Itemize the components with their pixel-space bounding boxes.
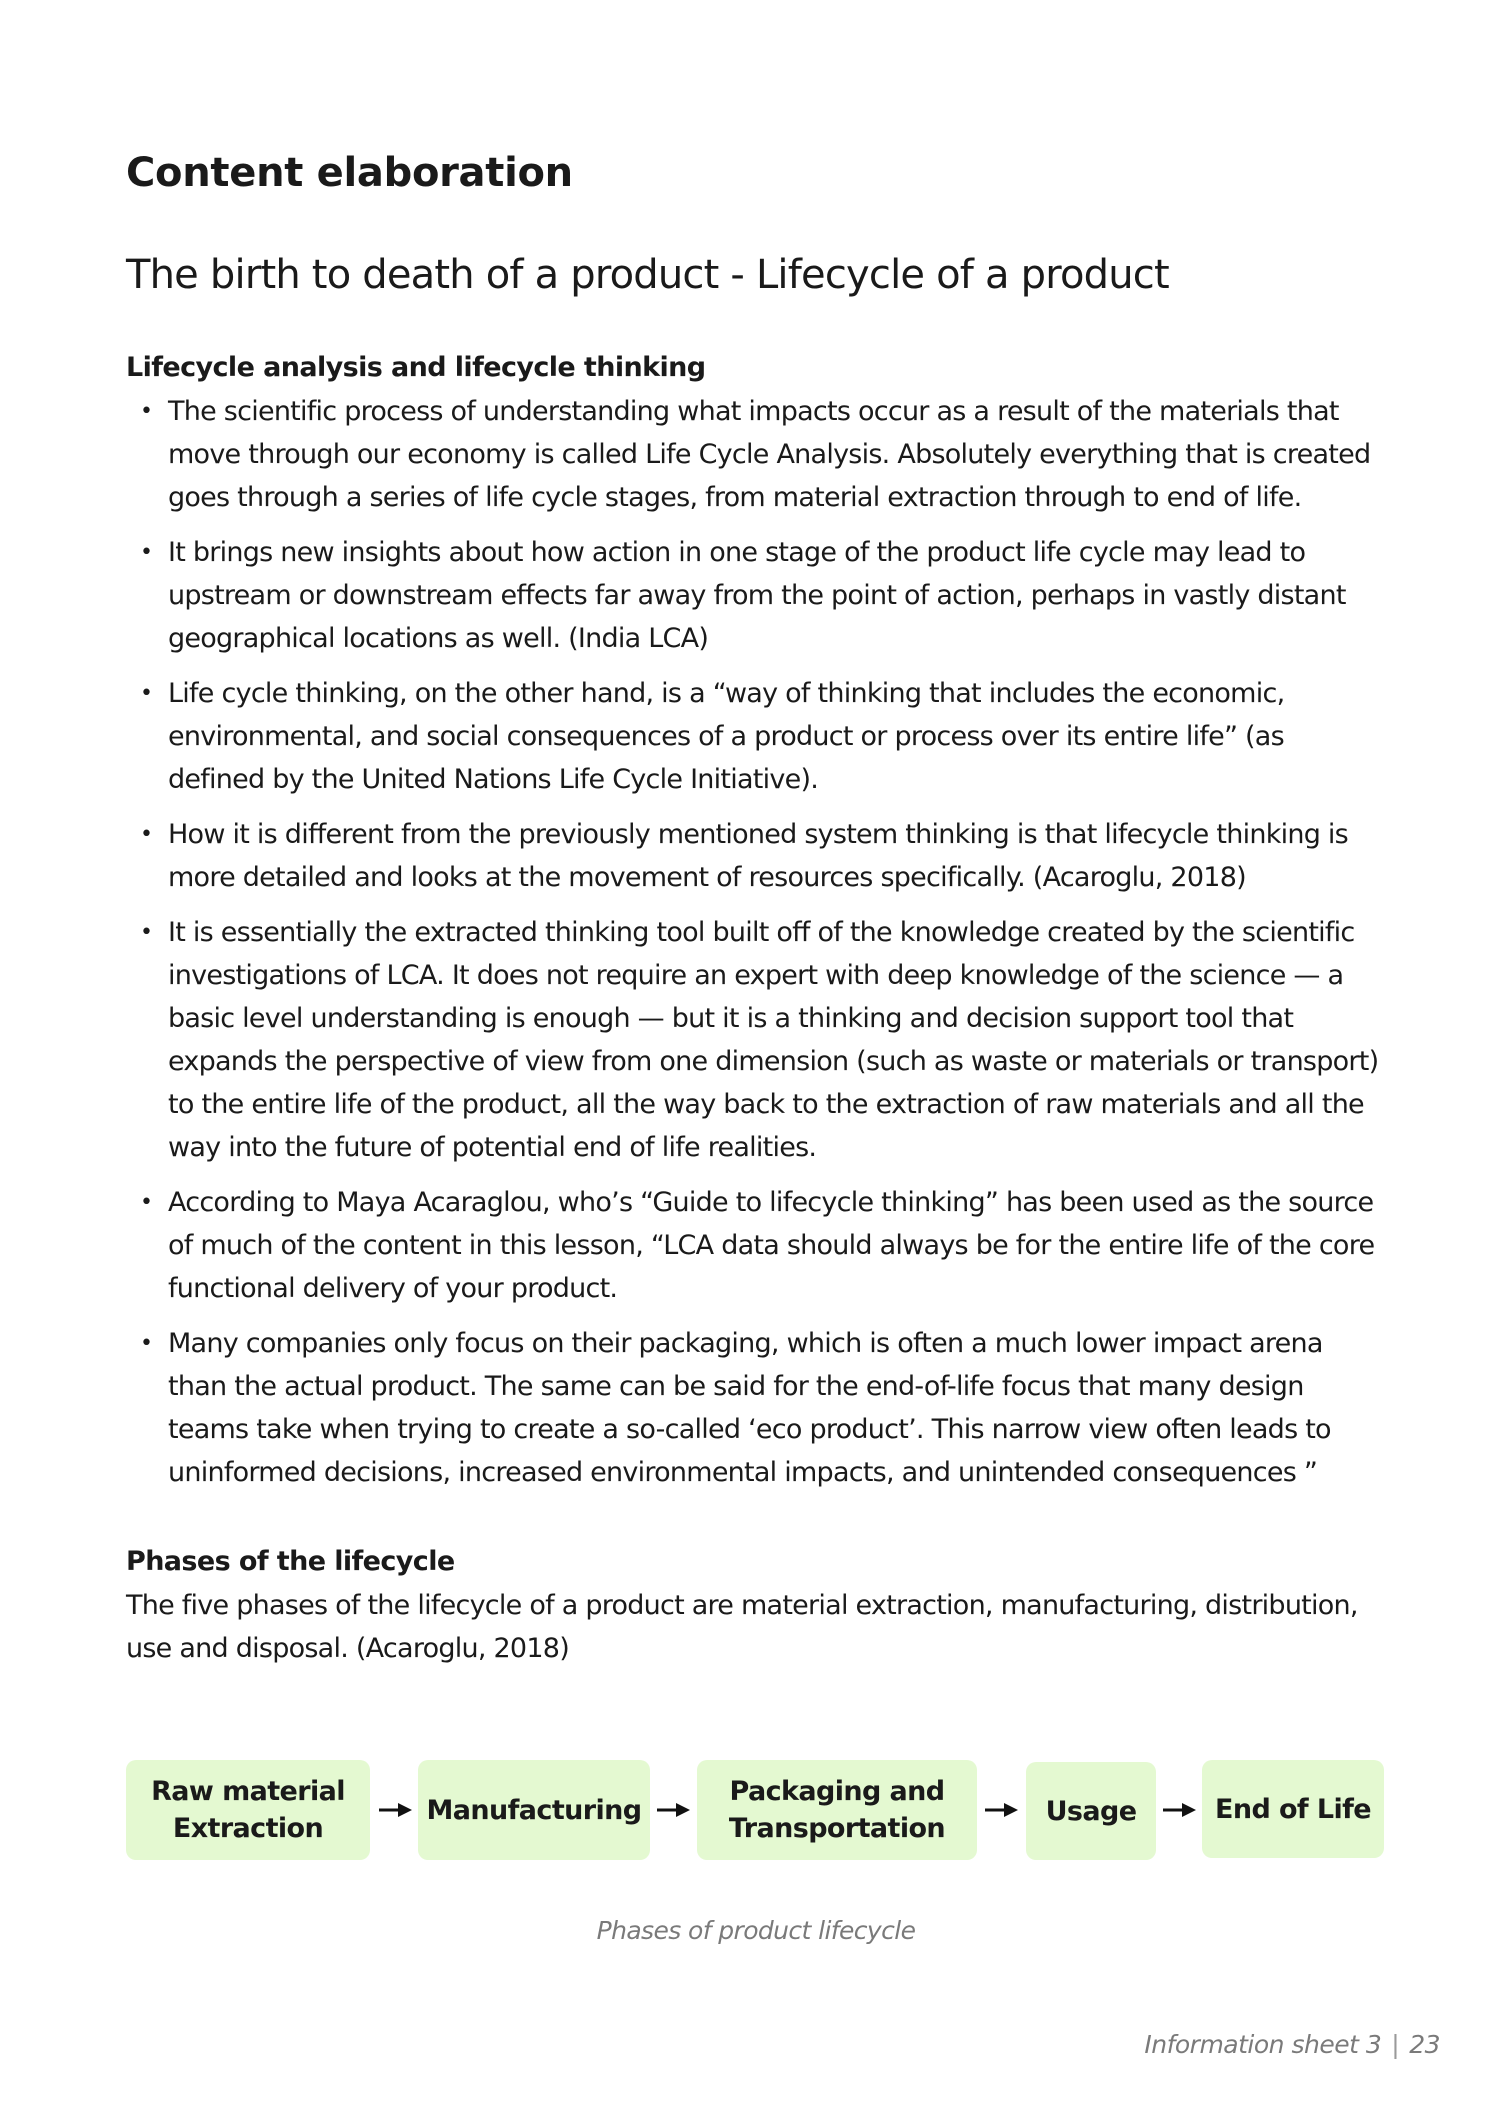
phase-label-line1: Usage: [1045, 1795, 1137, 1827]
bullet-icon: •: [140, 681, 153, 706]
list-item: [126, 672, 1386, 801]
list-item-text: It brings new insights about how action in one stage of the product life cycle may lead to upstream or downstream effects far away from the point of action, perhaps in vastly distant geographical locations as well. (India LCA): [168, 537, 1346, 654]
phase-box-end-of-life: [1202, 1760, 1384, 1858]
bullet-icon: •: [140, 1190, 153, 1215]
arrow-right-icon: [1162, 1800, 1198, 1820]
diagram-caption: Phases of product lifecycle: [596, 1916, 916, 1945]
list-item-text: The scientific process of understanding what impacts occur as a result of the materials that move through our economy is called Life Cycle Analysis. Absolutely everything that is created goes through a series of life cycle stages, from material extraction through to end of life.: [168, 396, 1371, 513]
arrow-right-icon: [378, 1800, 414, 1820]
phase-box-raw-material: [126, 1760, 370, 1860]
list-item-text: Life cycle thinking, on the other hand, is a “way of thinking that includes the economic, environmental, and social consequences of a product or process over its entire life” (as defined by the United Nations Life Cycle Initiative).: [168, 678, 1285, 795]
phases-section: [126, 1544, 1386, 1670]
list-item: [126, 1322, 1386, 1494]
list-item-text: How it is different from the previously mentioned system thinking is that lifecycle thinking is more detailed and looks at the movement of resources specifically. (Acaroglu, 2018): [168, 819, 1348, 893]
list-item: [126, 911, 1386, 1169]
page-footer: [1144, 2030, 1440, 2059]
bullet-icon: •: [140, 822, 153, 847]
list-item: [126, 390, 1386, 519]
page-number: 23: [1409, 2030, 1440, 2059]
list-item-text: Many companies only focus on their packaging, which is often a much lower impact arena than the actual product. The same can be said for the end-of-life focus that many design teams take when trying to create a so-called ‘eco product’. This narrow view often leads to uninformed decisions, increased environmental impacts, and unintended consequences ”: [168, 1328, 1331, 1488]
lifecycle-analysis-section: [126, 350, 1386, 1506]
phase-label-line1: Manufacturing: [426, 1794, 642, 1826]
phase-box-packaging: [697, 1760, 977, 1860]
list-item: [126, 1181, 1386, 1310]
bullet-list: [126, 390, 1386, 1494]
arrow-right-icon: [656, 1800, 692, 1820]
phase-label-line1: Packaging and: [729, 1776, 945, 1807]
bullet-icon: •: [140, 540, 153, 565]
arrow-right-icon: [984, 1800, 1020, 1820]
section-paragraph: The five phases of the lifecycle of a product are material extraction, manufacturing, distribution, use and disposal. (Acaroglu, 2018): [126, 1590, 1358, 1664]
list-item-text: It is essentially the extracted thinking tool built off of the knowledge created by the scientific investigations of LCA. It does not require an expert with deep knowledge of the science — a basic level understanding is enough — but it is a thinking and decision support tool that expands the perspective of view from one dimension (such as waste or materials or transport) to the entire life of the product, all the way back to the extraction of raw materials and all the way into the future of potential end of life realities.: [168, 917, 1379, 1163]
phase-label-line1: End of Life: [1214, 1793, 1371, 1825]
page-heading: Content elaboration: [126, 150, 573, 196]
footer-label: Information sheet 3: [1144, 2030, 1382, 2059]
bullet-icon: •: [140, 399, 153, 424]
list-item: [126, 531, 1386, 660]
phase-label-line2: Extraction: [172, 1813, 324, 1844]
phase-box-usage: [1026, 1762, 1156, 1860]
list-item-text: According to Maya Acaraglou, who’s “Guide to lifecycle thinking” has been used as the source of much of the content in this lesson, “LCA data should always be for the entire life of the core functional delivery of your product.: [168, 1187, 1375, 1304]
footer-separator: |: [1391, 2030, 1400, 2059]
bullet-icon: •: [140, 920, 153, 945]
page-subheading: The birth to death of a product - Lifecycle of a product: [126, 252, 1169, 298]
list-item: [126, 813, 1386, 899]
section-title: Lifecycle analysis and lifecycle thinking: [126, 352, 706, 383]
section-title: Phases of the lifecycle: [126, 1546, 455, 1577]
phase-label-line1: Raw material: [151, 1776, 345, 1807]
phase-label-line2: Transportation: [728, 1813, 946, 1844]
phase-box-manufacturing: [418, 1760, 650, 1860]
bullet-icon: •: [140, 1331, 153, 1356]
